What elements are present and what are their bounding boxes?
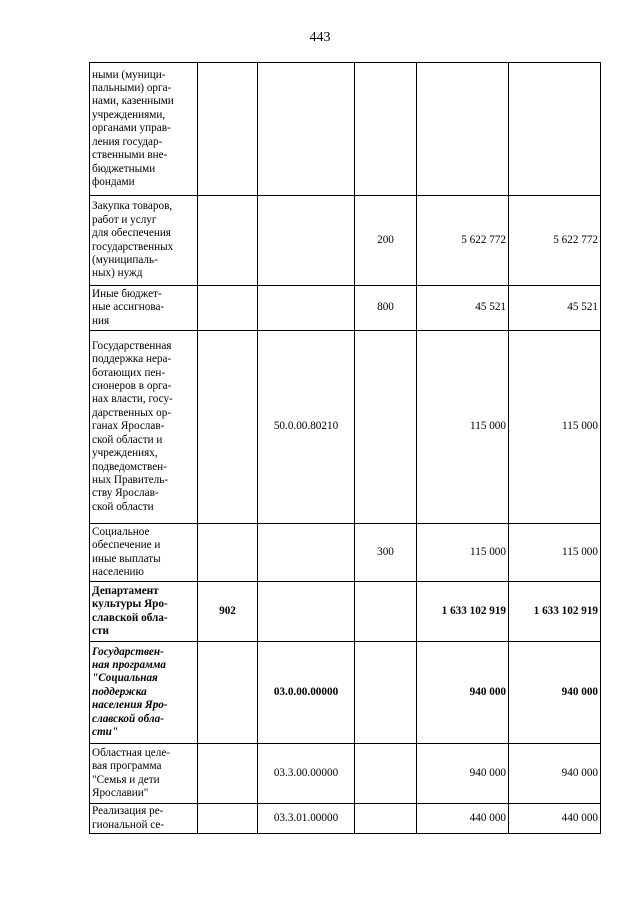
admin-code-cell <box>198 331 258 524</box>
admin-code-cell: 902 <box>198 582 258 642</box>
table-row <box>90 331 601 524</box>
table-row <box>90 804 601 834</box>
row-name-cell: Государственная поддержка нера- ботающих пен- сионеров в орга- нах власти, госу- дарственных ор- ганах Ярослав- ской области и учреждениях, подведомствен- ных Правитель- ству Ярослав- ской области <box>90 331 198 524</box>
sum-cell-1: 940 000 <box>417 642 509 744</box>
admin-code-cell <box>198 744 258 804</box>
row-name-cell: Государствен- ная программа "Социальная поддержка населения Яро- славской обла- сти" <box>90 642 198 744</box>
row-name-cell: Социальное обеспечение и иные выплаты населению <box>90 524 198 582</box>
table-row <box>90 63 601 196</box>
vr-code-cell <box>355 804 417 834</box>
admin-code-cell <box>198 63 258 196</box>
row-name-cell: ными (муници- пальными) орга- нами, казенными учреждениями, органами управ- ления государ- ственными вне- бюджетными фондами <box>90 63 198 196</box>
sum-cell-2: 115 000 <box>509 524 601 582</box>
vr-code-cell <box>355 331 417 524</box>
sum-cell-2: 1 633 102 919 <box>509 582 601 642</box>
vr-code-cell <box>355 582 417 642</box>
vr-code-cell <box>355 744 417 804</box>
row-name-cell: Закупка товаров, работ и услуг для обеспечения государственных (муниципаль- ных) нужд <box>90 196 198 286</box>
vr-code-cell <box>355 63 417 196</box>
csr-code-cell <box>258 63 355 196</box>
admin-code-cell <box>198 286 258 331</box>
budget-table <box>89 62 601 834</box>
sum-cell-2: 440 000 <box>509 804 601 834</box>
sum-cell-2: 5 622 772 <box>509 196 601 286</box>
table-row <box>90 524 601 582</box>
row-name-cell: Департамент культуры Яро- славской обла- сти <box>90 582 198 642</box>
csr-code-cell <box>258 196 355 286</box>
table-row <box>90 582 601 642</box>
sum-cell-1: 115 000 <box>417 331 509 524</box>
table-row <box>90 642 601 744</box>
vr-code-cell: 200 <box>355 196 417 286</box>
sum-cell-1: 45 521 <box>417 286 509 331</box>
sum-cell-2: 940 000 <box>509 642 601 744</box>
sum-cell-1: 1 633 102 919 <box>417 582 509 642</box>
sum-cell-1 <box>417 63 509 196</box>
sum-cell-2 <box>509 63 601 196</box>
csr-code-cell: 03.0.00.00000 <box>258 642 355 744</box>
table-row <box>90 196 601 286</box>
vr-code-cell: 300 <box>355 524 417 582</box>
table-row <box>90 744 601 804</box>
page-number: 443 <box>309 30 331 45</box>
admin-code-cell <box>198 804 258 834</box>
sum-cell-1: 940 000 <box>417 744 509 804</box>
sum-cell-1: 115 000 <box>417 524 509 582</box>
row-name-cell: Областная целе- вая программа "Семья и дети Ярославии" <box>90 744 198 804</box>
sum-cell-2: 115 000 <box>509 331 601 524</box>
csr-code-cell <box>258 286 355 331</box>
sum-cell-1: 5 622 772 <box>417 196 509 286</box>
sum-cell-1: 440 000 <box>417 804 509 834</box>
csr-code-cell <box>258 582 355 642</box>
vr-code-cell: 800 <box>355 286 417 331</box>
csr-code-cell: 03.3.01.00000 <box>258 804 355 834</box>
admin-code-cell <box>198 196 258 286</box>
row-name-cell: Иные бюджет- ные ассигнова- ния <box>90 286 198 331</box>
sum-cell-2: 940 000 <box>509 744 601 804</box>
sum-cell-2: 45 521 <box>509 286 601 331</box>
admin-code-cell <box>198 524 258 582</box>
table-row <box>90 286 601 331</box>
csr-code-cell: 03.3.00.00000 <box>258 744 355 804</box>
admin-code-cell <box>198 642 258 744</box>
csr-code-cell <box>258 524 355 582</box>
row-name-cell: Реализация ре- гиональной се- <box>90 804 198 834</box>
csr-code-cell: 50.0.00.80210 <box>258 331 355 524</box>
vr-code-cell <box>355 642 417 744</box>
